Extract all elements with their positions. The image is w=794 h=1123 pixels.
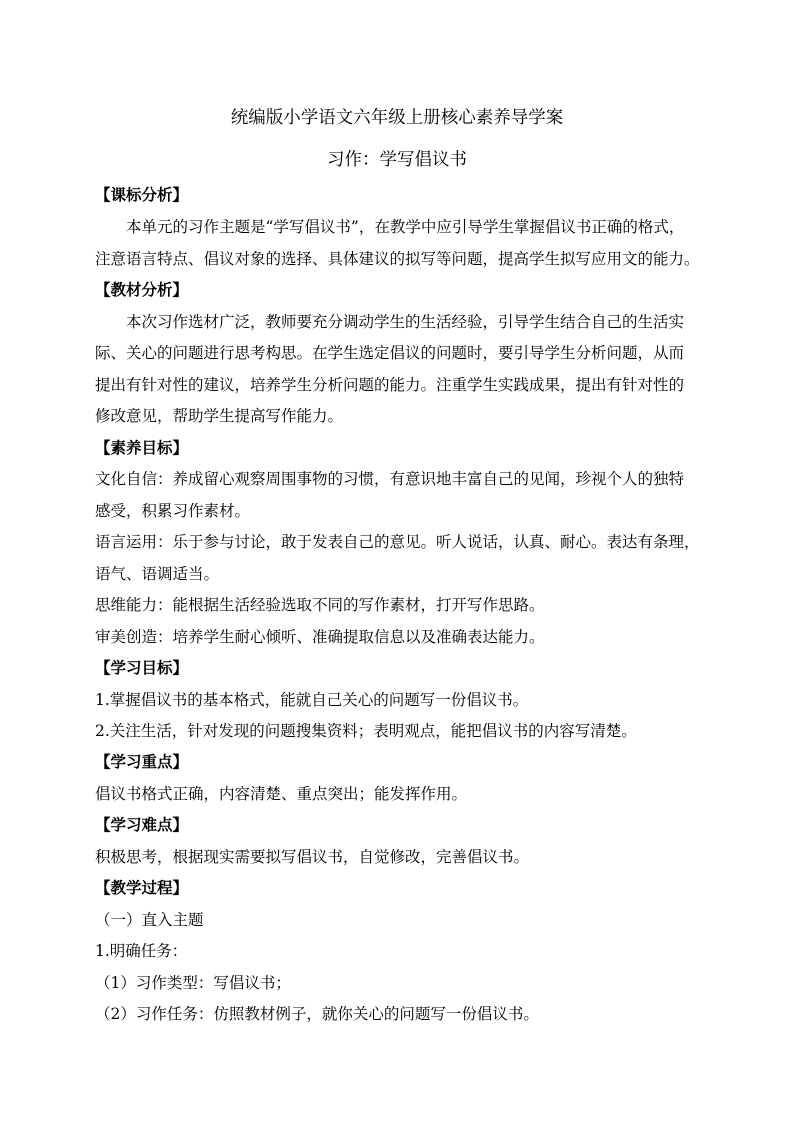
- body-line: 本次习作选材广泛，教师要充分调动学生的生活经验，引导学生结合自己的生活实: [126, 313, 685, 331]
- body-line: 积极思考，根据现实需要拟写倡议书，自觉修改，完善倡议书。: [95, 848, 530, 866]
- body-line: 提出有针对性的建议，培养学生分析问题的能力。注重学生实践成果，提出有针对性的: [95, 376, 685, 394]
- document-subtitle: 习作：学写倡议书: [327, 150, 467, 170]
- body-line: （一）直入主题: [95, 911, 204, 929]
- body-line: 感受，积累习作素材。: [95, 502, 251, 520]
- section-heading-teaching-process: 【教学过程】: [95, 878, 189, 897]
- section-heading-textbook-analysis: 【教材分析】: [95, 280, 189, 299]
- section-heading-learning-goals: 【学习目标】: [95, 658, 189, 677]
- section-heading-difficulties: 【学习难点】: [95, 815, 189, 834]
- body-line: 2.关注生活，针对发现的问题搜集资料；表明观点，能把倡议书的内容写清楚。: [95, 722, 637, 740]
- section-heading-key-points: 【学习重点】: [95, 752, 189, 771]
- document-title: 统编版小学语文六年级上册核心素养导学案: [230, 108, 564, 128]
- section-heading-curriculum-analysis: 【课标分析】: [95, 185, 189, 204]
- body-line: 语言运用：乐于参与讨论，敢于发表自己的意见。听人说话，认真、耐心。表达有条理，: [95, 533, 700, 551]
- body-line: 思维能力：能根据生活经验选取不同的写作素材，打开写作思路。: [95, 596, 545, 614]
- body-line: 注意语言特点、倡议对象的选择、具体建议的拟写等问题，提高学生拟写应用文的能力。: [95, 250, 700, 268]
- body-line: 修改意见，帮助学生提高写作能力。: [95, 407, 344, 425]
- section-heading-literacy-goals: 【素养目标】: [95, 438, 189, 457]
- body-line: 文化自信：养成留心观察周围事物的习惯，有意识地丰富自己的见闻，珍视个人的独特: [95, 470, 685, 488]
- body-line: 际、关心的问题进行思考构思。在学生选定倡议的问题时，要引导学生分析问题，从而: [95, 344, 685, 362]
- body-line: 1.明确任务：: [95, 942, 188, 960]
- body-line: （2）习作任务：仿照教材例子，就你关心的问题写一份倡议书。: [95, 1005, 539, 1023]
- body-line: （1）习作类型：写倡议书；: [95, 974, 291, 992]
- body-line: 语气、语调适当。: [95, 565, 220, 583]
- body-line: 本单元的习作主题是“学写倡议书”，在教学中应引导学生掌握倡议书正确的格式，: [126, 218, 685, 236]
- body-line: 1.掌握倡议书的基本格式，能就自己关心的问题写一份倡议书。: [95, 691, 529, 709]
- body-line: 倡议书格式正确，内容清楚、重点突出；能发挥作用。: [95, 785, 468, 803]
- body-line: 审美创造：培养学生耐心倾听、准确提取信息以及准确表达能力。: [95, 628, 545, 646]
